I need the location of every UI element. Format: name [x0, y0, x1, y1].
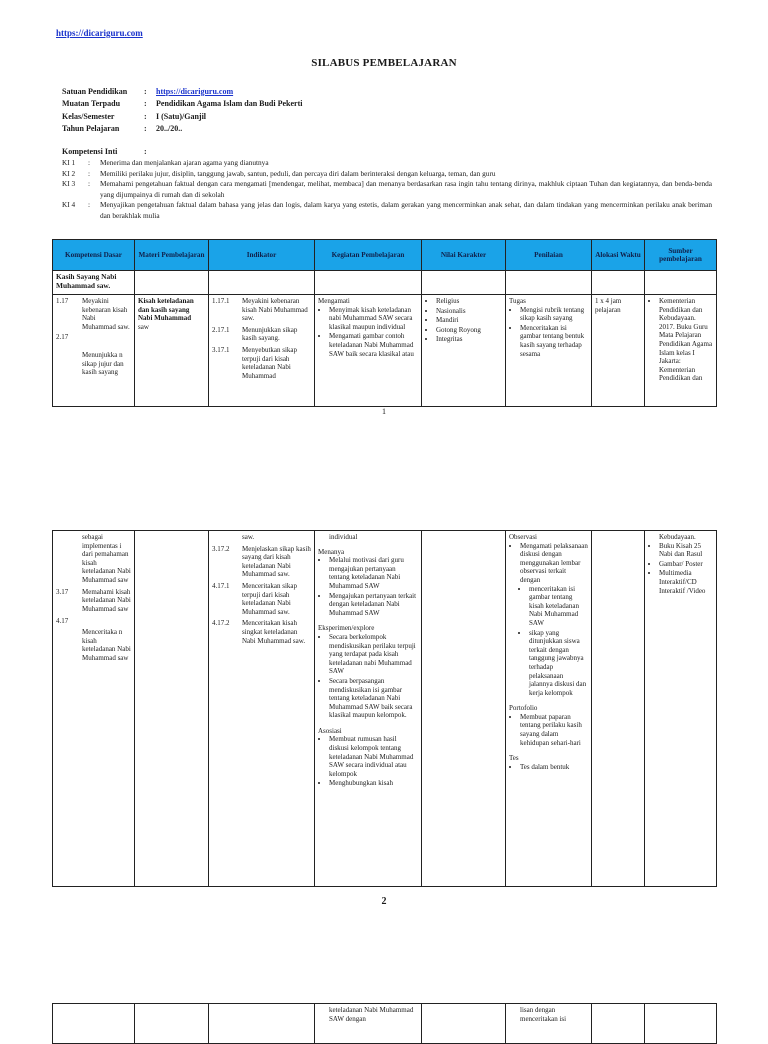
list-item — [520, 542, 588, 698]
sumber-list — [648, 297, 713, 383]
identity-colon: : — [144, 111, 147, 121]
list-item: • Mandiri — [436, 316, 502, 325]
indikator-item — [212, 545, 311, 579]
indikator-number: 2.17.1 — [212, 325, 230, 334]
identity-block — [62, 85, 302, 135]
penilaian-list — [509, 306, 588, 359]
materi-cell — [135, 295, 209, 407]
identity-value: 20../20.. — [156, 124, 183, 134]
kegiatan-list — [318, 306, 418, 359]
ki-colon: : — [88, 168, 91, 178]
ki-text: Menyajikan pengetahuan faktual dalam bahasa yang jelas dan logis, dalam karya yang estetis, dalam gerakan yang mencerminkan anak sehat, dan dalam tindakan yang mencerminkan perilaku anak beriman dan berakhlak mulia — [100, 200, 712, 220]
menanya-list — [318, 556, 418, 617]
nilai-list — [425, 297, 502, 344]
kd-item — [56, 333, 131, 342]
eksplorasi-list — [318, 633, 418, 720]
table-header-row — [53, 240, 717, 271]
eksplorasi-heading: Eksperimen/explore — [318, 624, 375, 633]
list-item: • Gambar/ Poster — [659, 560, 713, 569]
indikator-text: Menceritakan kisah singkat keteladanan Nabi Muhammad saw. — [242, 619, 306, 645]
identity-key: Tahun Pelajaran — [62, 124, 120, 134]
list-item: • Menceritakan isi gambar tentang bentuk kasih sayang terhadap sesama — [520, 324, 588, 358]
identity-colon: : — [144, 99, 147, 109]
list-item: • Religius — [436, 297, 502, 306]
empty-cell — [135, 271, 209, 295]
ki-colon: : — [88, 200, 91, 209]
identity-colon: : — [144, 124, 147, 134]
identity-row — [62, 110, 302, 123]
kd-text: Meyakini kebenaran kisah Nabi Muhammad saw. — [82, 297, 130, 331]
ki-item — [62, 179, 712, 200]
empty-cell — [645, 271, 717, 295]
list-item: • Integritas — [436, 335, 502, 344]
penilaian-cell — [506, 531, 592, 887]
kd-text: Memahami kisah keteladanan Nabi Muhammad saw — [82, 587, 131, 613]
list-item: • Kementerian Pendidikan dan Kebudayaan. 2017. Buku Guru Mata Pelajaran Pendidikan Agama Islam kelas I Jakarta: Kementerian Pendidikan dan — [659, 297, 713, 383]
nilai-cell — [422, 531, 506, 887]
ki-heading-colon: : — [144, 147, 147, 156]
indikator-number: 4.17.2 — [212, 619, 230, 628]
list-item: • menceritakan isi gambar tentang kisah keteladanan Nabi Muhammad SAW — [529, 585, 588, 628]
indikator-text: Menyebutkan sikap terpuji dari kisah keteladanan Nabi Muhammad — [242, 345, 298, 380]
list-item: • sikap yang ditunjukkan siswa terkait dengan tanggung jawabnya terhadap pelaksanaan jalannya diskusi dan kerja kelompok — [529, 629, 588, 698]
kd-number — [56, 351, 82, 377]
ki-text: Memiliki perilaku jujur, disiplin, tanggung jawab, santun, peduli, dan percaya diri dalam berinteraksi dengan keluarga, teman, dan guru — [100, 168, 496, 178]
list-item: • Membuat rumusan hasil diskusi kelompok tentang keteladanan Nabi Muhammad SAW secara individual atau kelompok — [329, 735, 418, 778]
ki-text: Memahami pengetahuan faktual dengan cara mengamati [mendengar, melihat, membaca] dan menanya berdasarkan rasa ingin tahu tentang dirinya, makhluk ciptaan Tuhan dan kegiatannya, dan benda-benda yang dijumpainya di rumah dan di sekolah — [100, 179, 712, 199]
materi-cell — [135, 531, 209, 887]
penilaian-heading: Tugas — [509, 297, 526, 305]
observasi-list — [509, 542, 588, 698]
indikator-number: 4.17.1 — [212, 581, 230, 590]
indikator-text: saw. — [242, 533, 255, 541]
kd-cell — [53, 295, 135, 407]
header-cell: Alokasi Waktu — [592, 240, 645, 271]
list-item: • Menyimak kisah keteladanan nabi Muhammad SAW secara klasikal maupun individual — [329, 306, 418, 332]
empty-cell — [506, 271, 592, 295]
indikator-text: Menjelaskan sikap kasih sayang dari kisah keteladanan Nabi Muhammad saw. — [242, 544, 311, 579]
kegiatan-text: individual — [329, 533, 358, 541]
ki-code: KI 1 — [62, 158, 76, 167]
indikator-item — [212, 326, 311, 343]
list-item: • Nasionalis — [436, 307, 502, 316]
kd-item — [56, 351, 131, 377]
kd-cell — [53, 531, 135, 887]
tes-heading: Tes — [509, 754, 519, 763]
empty-cell — [422, 271, 506, 295]
observasi-heading: Observasi — [509, 533, 537, 541]
indikator-number: 3.17.1 — [212, 345, 230, 354]
indikator-item — [212, 582, 311, 616]
identity-value: Pendidikan Agama Islam dan Budi Pekerti — [156, 99, 303, 109]
list-item: • Secara berpasangan mendiskusikan isi gambar tentang keteladanan Nabi Muhammad SAW baik secara klasikal maupun kelompok. — [329, 677, 418, 720]
penilaian-cell — [506, 295, 592, 407]
empty-cell — [209, 271, 315, 295]
nilai-cell — [422, 295, 506, 407]
header-cell: Sumber pembelajaran — [645, 240, 717, 271]
penilaian-text: lisan dengan menceritakan isi — [520, 1006, 567, 1023]
header-link[interactable]: https://dicariguru.com — [56, 28, 143, 38]
list-item: • Secara berkelompok mendiskusikan perilaku terpuji yang terdapat pada kisah keteladanan nabi Muhammad SAW — [329, 633, 418, 676]
alokasi-cell — [592, 531, 645, 887]
asosiasi-heading: Asosiasi — [318, 726, 342, 735]
indikator-text: Menunjukkan sikap kasih sayang. — [242, 325, 298, 343]
page-number: 2 — [381, 896, 387, 907]
kd-text: Menunjukka n sikap jujur dan kasih sayang — [82, 350, 124, 377]
indikator-number: 3.17.2 — [212, 544, 230, 553]
identity-value-link[interactable]: https://dicariguru.com — [156, 86, 234, 96]
kd-text: sebagai implementas i dari pemahaman kisah keteladanan Nabi Muhammad saw — [82, 533, 131, 584]
identity-key: Muatan Terpadu — [62, 99, 121, 109]
menanya-heading: Menanya — [318, 547, 345, 556]
content-row — [53, 531, 717, 887]
list-item: • Menghubungkan kisah — [329, 779, 418, 788]
syllabus-table-page-2 — [52, 530, 717, 887]
indikator-item — [212, 297, 311, 323]
header-cell: Kompetensi Dasar — [53, 240, 135, 271]
asosiasi-list — [318, 735, 418, 788]
indikator-item — [212, 346, 311, 380]
kd-number: 3.17 — [56, 587, 69, 596]
sumber-text: Kebudayaan. — [659, 533, 696, 541]
empty-cell — [315, 271, 422, 295]
identity-row — [62, 98, 302, 111]
syllabus-table-page-1 — [52, 239, 717, 407]
identity-value: I (Satu)/Ganjil — [156, 111, 207, 121]
empty-cell — [592, 271, 645, 295]
identity-row — [62, 123, 302, 136]
indikator-number: 1.17.1 — [212, 297, 230, 305]
identity-key: Satuan Pendidikan — [62, 86, 128, 96]
page-number: 1 — [382, 407, 386, 416]
header-cell: Penilaian — [506, 240, 592, 271]
list-item: • Mengajukan pertanyaan terkait dengan keteladanan Nabi Muhammad SAW — [329, 592, 418, 618]
tes-list — [509, 763, 588, 772]
ki-code: KI 2 — [62, 168, 76, 178]
ki-code: KI 3 — [62, 179, 76, 188]
topic-cell: Kasih Sayang Nabi Muhammad saw. — [53, 271, 135, 295]
content-row — [53, 295, 717, 407]
kd-item — [56, 297, 131, 331]
header-cell: Nilai Karakter — [422, 240, 506, 271]
materi-sub: saw — [138, 322, 149, 331]
ki-colon: : — [88, 158, 91, 167]
sumber-list — [648, 542, 713, 596]
list-item: • Mengamati gambar contoh keteladanan Nabi Muhammad SAW baik secara klasikal atau — [329, 332, 418, 358]
indikator-text: Meyakini kebenaran kisah Nabi Muhammad saw. — [242, 297, 308, 323]
observasi-text: Mengamati pelaksanaan diskusi dengan menggunakan lembar observasi terkait dengan — [520, 541, 588, 584]
ki-colon: : — [88, 179, 91, 188]
sumber-cell — [645, 295, 717, 407]
kd-number: 2.17 — [56, 333, 69, 342]
ki-code: KI 4 — [62, 200, 76, 209]
topic-row — [53, 271, 717, 295]
page-1 — [0, 0, 768, 450]
alokasi-cell: 1 x 4 jam pelajaran — [592, 295, 645, 407]
kegiatan-heading: Mengamati — [318, 297, 350, 305]
list-item: • Gotong Royong — [436, 326, 502, 335]
document-title: SILABUS PEMBELAJARAN — [311, 57, 457, 69]
portofolio-list — [509, 713, 588, 747]
list-item: • Membuat paparan tentang perilaku kasih sayang dalam kehidupan sehari-hari — [520, 713, 588, 747]
kegiatan-cell — [315, 531, 422, 887]
sumber-cell — [645, 531, 717, 887]
header-cell: Materi Pembelajaran — [135, 240, 209, 271]
ki-heading — [62, 147, 147, 156]
ki-item — [62, 200, 712, 221]
kd-item — [56, 588, 131, 614]
ki-heading-label: Kompetensi Inti — [62, 147, 118, 156]
kegiatan-text: keteladanan Nabi Muhammad SAW dengan — [329, 1006, 414, 1023]
kd-text: Menceritaka n kisah keteladanan Nabi Muhammad saw — [82, 627, 131, 662]
ki-item — [62, 169, 712, 180]
ki-list — [62, 158, 712, 221]
portofolio-heading: Portofolio — [509, 704, 538, 713]
header-cell: Kegiatan Pembelajaran — [315, 240, 422, 271]
list-item: • Multimedia Interaktif/CD Interaktif /Video — [659, 569, 713, 595]
header-cell: Indikator — [209, 240, 315, 271]
kegiatan-cell — [315, 295, 422, 407]
indikator-cell — [209, 531, 315, 887]
indikator-cell — [209, 295, 315, 407]
list-item: • Melalui motivasi dari guru mengajukan pertanyaan tentang keteladanan Nabi Muhammad SAW — [329, 556, 418, 590]
identity-row — [62, 85, 302, 98]
kd-item — [56, 617, 131, 626]
indikator-item — [212, 619, 311, 645]
identity-colon: : — [144, 86, 147, 96]
ki-text: Menerima dan menjalankan ajaran agama yang dianutnya — [100, 158, 269, 167]
ki-item — [62, 158, 712, 169]
list-item: • Tes dalam bentuk — [520, 763, 588, 772]
kd-number: 4.17 — [56, 617, 69, 626]
identity-key: Kelas/Semester — [62, 111, 115, 121]
kd-number: 1.17 — [56, 297, 69, 305]
observasi-sublist — [520, 585, 588, 698]
materi-title: Kisah keteladanan dan kasih sayang Nabi Muhammad — [138, 297, 194, 323]
list-item: • Mengisi rubrik tentang sikap kasih sayang — [520, 306, 588, 323]
list-item: • Buku Kisah 25 Nabi dan Rasul — [659, 542, 713, 559]
indikator-text: Menceritakan sikap terpuji dari kisah keteladanan Nabi Muhammad saw. — [242, 581, 298, 616]
